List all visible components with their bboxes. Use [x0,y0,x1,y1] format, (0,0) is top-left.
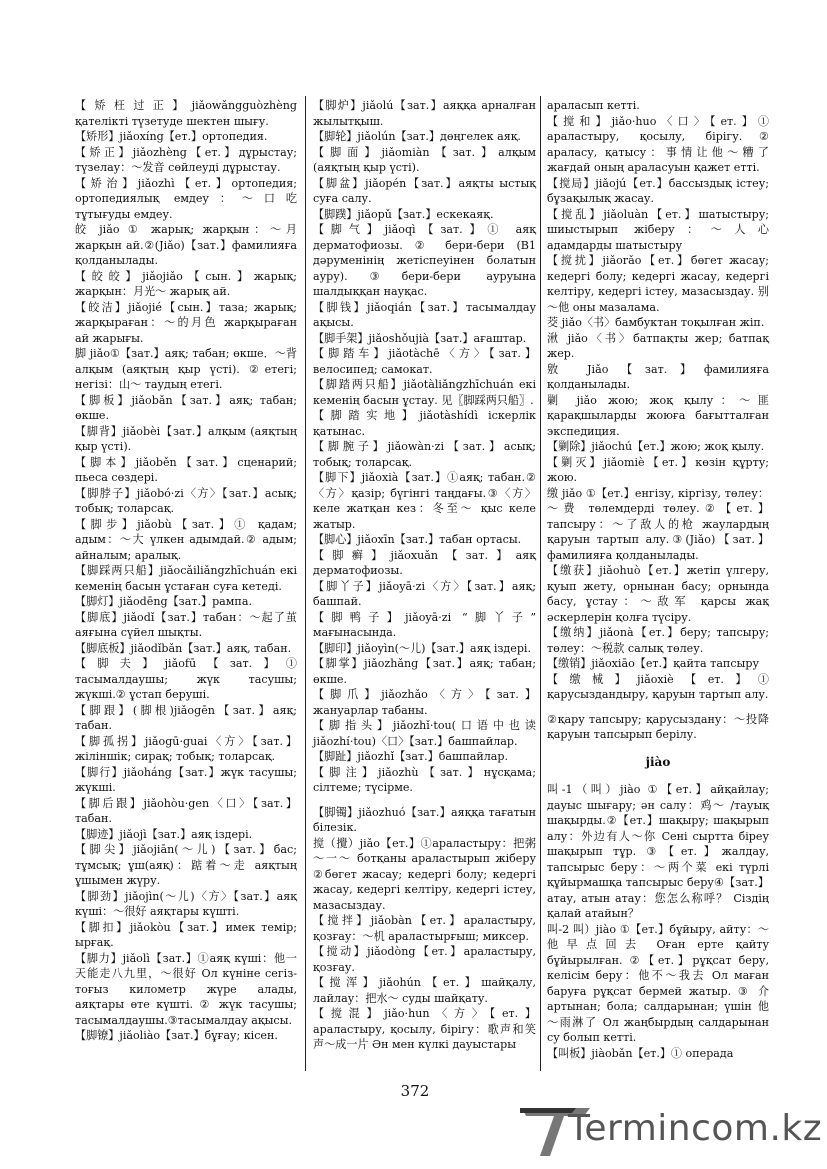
logo-text: Termincom.kz [568,1108,823,1149]
entry: 【脚踏车】jiǎotàchē〈方〉【зат.】велосипед; самокат. [313,347,536,376]
entry: 【脚镣】jiǎoliào【зат.】бұғау; кісен. [75,1029,278,1042]
entry: 【脚轮】jiǎolún【зат.】дөңгелек аяқ. [313,130,521,143]
entry: 【脚蹼】jiǎopǔ【зат.】ескекаяқ. [313,207,494,221]
entry: 叫-2 叫）jiào ①【ет.】бұйыру, айту：～他早点回去 Оған ерте қайту бұйырылған. ②【ет.】рұқсат беру, келісім беру：他不～我去 Ол маған баруға рұқсат бермей жатыр. ③ 介 артынан; бола; салдарынан; үшін 他～雨淋了 Ол жаңбырдың салдарынан су болып кетті. [547,922,769,1044]
entry: 【皎洁】jiǎojié【сын.】таза; жарық; жарқыраған：～的月色 жарқыраған ай жарығы. [75,300,297,345]
entry: 【脚掌】jiǎozhǎng【зат.】аяқ; табан; өкше. [313,657,536,686]
entry: 【脚脖子】jiǎobó·zi〈方〉【зат.】асық; тобық; толарсақ. [75,486,297,515]
entry: 脚 jiǎo①【зат.】аяқ; табан; өкше．～背 алқым (аяқтың қыр үсті). ②етегі; негізі：山～ таудың етегі. [75,347,297,391]
entry: 【脚扣】jiǎokòu【зат.】имек темір; ырғақ. [75,920,297,949]
entry: 【搅拌】jiǎobàn【ет.】араластыру, қозғау：～机 араластырғыш; миксер. [313,914,536,943]
entry: 【脚钱】jiǎoqián【зат.】тасымалдау ақысы. [313,300,536,329]
page-number: 372 [400,1082,430,1100]
entry: 【脚劲】jiǎojìn(～儿)〈方〉【зат.】аяқ күші：～很好 аяқтары күшті. [75,889,297,918]
entry: 【脚孤拐】jiǎogū·guai〈方〉【зат.】жіліншік; сирақ; тобық; толарсақ. [75,734,297,763]
entry: 【矫枉过正】jiǎowǎngguòzhèng қателікті түзетуде шектен шығу. [75,99,297,128]
entry: 【剿灭】jiǎomiè【ет.】көзін құрту; жою. [547,455,769,484]
entry: 【脚丫子】jiǎoyā·zi〈方〉【зат.】аяқ; башпай. [313,579,536,608]
entry: 叫-1（叫）jiào ①【ет.】айқайлау; дауыс шығару; ән салу：鸡～ /тауық шақырды.②【ет.】шақыру; шақырып алу：外边有人～你 Сені сыртта біреу шақырып тұр. ③【ет.】жалдау, тапсырыс беру：～两个菜 екі түрлі құйырмашқа тапсырыс беру④【зат.】атау, атын атау：您怎么称呼？ Сіздің қалай атайын？ [547,783,769,920]
entry: 【脚尖】jiǎojiān(～儿)【зат.】бас; тұмсық; ұш(аяқ)：踮着～走 аяқтың ұшымен жүру. [75,843,297,887]
entry: 【搅扰】jiǎorǎo【ет.】бөгет жасау; кедергі болу; кедергі жасау, кедергі келтіру, кедергі істеу, мазасыздау. 别～他 оны мазалама. [547,254,769,314]
entry: 【脚本】jiǎoběn【зат.】сценарий; пьеса сөздері. [75,455,297,484]
entry: 茭 jiǎo〈书〉бамбуктан тоқылған жіп. [547,316,765,329]
entry: 【脚后跟】jiǎohòu·gen〈口〉【зат.】табан. [75,796,297,825]
entry: 【脚鸭子】jiǎoyā·zi “脚丫子” мағынасында. [313,610,536,639]
entry: 【搅局】jiǎojú【ет.】бассыздық істеу; бұзақылық жасау. [547,176,769,205]
entry: 【缴销】jiǎoxiāo【ет.】қайта тапсыру [547,657,759,670]
entry: 【脚腕子】jiǎowàn·zi【зат.】асық; тобық; толарсақ. [313,440,536,469]
entry: 【搅乱】jiǎoluàn【ет.】шатыстыру; шиыстырып жіберу：～人心 адамдарды шатыстыру [547,207,769,252]
entry: 【脚行】jiǎoháng【зат.】жүк тасушы; жүкші. [75,765,297,794]
entry: 【脚注】jiǎozhù【зат.】нұсқама; сілтеме; түсірме. [313,765,536,794]
column-divider-left [305,96,306,1071]
entry: 缴 jiǎo ①【ет.】енгізу, кіргізу, төлеу：～费 төлемдерді төлеу.②【ет.】тапсыру：～了敌人的枪 жаулардың қаруын тартып алу.③(Jiǎo)【зат.】фамилияға қолданылады. [547,486,769,562]
entry: 【缴械】jiǎoxiè【ет.】① қарусыздандыру, қаруын тартып алу. [547,672,769,701]
entry: 【脚指头】jiǎozhǐ·tou(口语中也读jiǎozhí·tou)〈口〉【зат.】башпайлар. [313,719,536,748]
entry: 【矫形】jiǎoxíng【ет.】ортопедия. [75,130,268,143]
entry: 【脚趾】jiǎozhǐ【зат.】башпайлар. [313,750,509,763]
entry: 【脚盆】jiǎopén【зат.】аяқты ыстық суға салу. [313,176,536,205]
entry: 【脚气】jiǎoqì【зат.】① аяқ дерматофиозы. ② бери-бери (В1 дәруменінің жетіспеуінен болатын ауру).③бери-бери ауруына шалдыққан науқас. [313,223,536,298]
entry: 【脚夫】jiǎofū【зат.】① тасымалдаушы; жүк тасушы; жүкші.② ұстап беруші. [75,657,297,701]
entry: 湫 jiǎo〈书〉батпақты жер; батпақ жер. [547,331,769,360]
entry: 搅（攪）jiǎo【ет.】①араластыру：把粥～一～ ботқаны араластырып жіберу ②бөгет жасау; кедергі болу; кедергі жасау, кедергі келтіру, кедергі істеу, мазасыздау. [313,836,536,912]
entry: 【脚踩两只船】jiǎocǎiliǎngzhīchuán екі кеменің басын ұстаған суға кетеді. [75,564,297,593]
entry: 剿 jiǎo жою; жоқ қылу：～匪 қарақшыларды жоюға бағытталған экспедиция. [547,393,769,438]
entry: 【搅混】jiǎo·hun〈方〉【ет.】араластыру, қосылу, бірігу：歌声和笑声～成一片 Ән мен күлкі дауыстары [313,1007,536,1051]
entry: 【脚爪】jiǎozhǎo〈方〉【зат.】жануарлар табаны. [313,688,536,717]
entry: 【搅浑】jiǎohún【ет.】шайқалу, лайлау：把水～ суды шайқату. [313,976,536,1005]
entry: 【剿除】jiǎochú【ет.】жою; жоқ қылу. [547,440,765,453]
entry: 【脚力】jiǎolì【зат.】①аяқ күші：他一天能走八九里，～很好 Ол күніне сегіз-тоғыз километр жүре алады, аяқтары өте күшті. ② жүк тасушы; тасымалдаушы.③тасымалдау ақысы. [75,951,297,1027]
entry: 【脚步】jiǎobù【зат.】① қадам; адым：～大 үлкен адымдай.② адым; айналым; аралық. [75,517,297,562]
section-heading: jiào [645,754,671,769]
entry: 敫 Jiǎo【зат.】фамилияға қолданылады. [547,362,769,391]
entry: 【脚印】jiǎoyìn(～儿)【зат.】аяқ іздері. [313,641,532,655]
dictionary-column-3 [547,98,769,1061]
entry: 【脚底板】jiǎodǐbǎn【зат.】аяқ, табан. [75,641,292,655]
entry: 【脚下】jiǎoxià【зат.】①аяқ; табан.②〈方〉қазір; бүгінгі таңдағы.③〈方〉келе жатқан кез：冬至～ қыс келе жатыр. [313,471,536,531]
column-divider-right [540,96,541,1071]
entry: 【脚心】jiǎoxīn【зат.】табан ортасы. [313,533,522,546]
entry: 【脚板】jiǎobǎn【зат.】аяқ; табан; өкше. [75,393,297,422]
entry: 【脚迹】jiǎojì【зат.】аяқ іздері. [75,827,253,841]
entry: 皎 jiǎo ① жарық; жарқын：～月 жарқын ай.②(Jiǎo)【зат.】фамилияға қолданылады. [75,223,297,267]
entry: 【脚底】jiǎodǐ【зат.】табан：～起了茧 аяғына сүйел шықты. [75,610,297,639]
entry: 【皎皎】jiǎojiǎo【сын.】жарық; жарқын：月光～ жарық ай. [75,269,297,298]
termincom-logo [520,1100,823,1160]
entry: 【矫正】jiǎozhèng【ет.】дұрыстау; түзелау：～发音 сөйлеуді дұрыстау. [75,145,297,174]
entry: 【脚背】jiǎobèi【зат.】алқым (аяқтың қыр үсті). [75,424,297,453]
entry: 【脚手架】jiǎoshǒujià【зат.】ағаштар. [313,331,527,345]
entry: 【脚癣】jiǎoxuǎn【зат.】аяқ дерматофиозы. [313,548,536,577]
dictionary-column-2 [313,98,536,1053]
entry: 【叫板】jiàobǎn【ет.】① операда [547,1046,734,1060]
entry: 【脚踏实地】jiǎotàshídì іскерлік қатынас. [313,409,536,438]
entry: 【矫治】jiǎozhì【ет.】ортопедия; ортопедиялық емдеу：～口吃 тұтығуды емдеу. [75,176,297,221]
entry: 【脚面】jiǎomiàn【зат.】алқым (аяқтың қыр үсті). [313,145,536,174]
entry: 【脚灯】jiǎodēng【зат.】рампа. [75,595,252,608]
entry: 【搅和】jiǎo·huo〈口〉【ет.】① араластыру, қосылу, бірігу.② араласу, қатысу：事情让他～糟了 жағдай оның араласуын қажет етті. [547,114,769,174]
entry: араласып кетті. [547,99,640,112]
entry: 【缴获】jiǎohuò【ет.】жетіп үлгеру, қуып жету, орнынан басу; орнында басу, ұстау：～敌军 қарсы жақ әскерлерін қолға түсіру. [547,564,769,624]
entry: 【搅动】jiǎodòng【ет.】араластыру, қозғау. [313,945,536,974]
entry: 【脚踏两只船】jiǎotàliǎngzhīchuán екі кеменің басын ұстау. 见〖脚踩两只船〗. [313,378,536,407]
entry: 【脚镯】jiǎozhuó【зат.】аяққа тағатын білезік. [313,805,536,834]
entry: 【缴纳】jiǎonà【ет.】беру; тапсыру; төлеу：～税款 салық төлеу. [547,626,769,655]
dictionary-column-1 [75,98,297,1044]
entry: ②қару тапсыру; қарусыздану：～投降 қаруын тапсырып берілу. [547,712,769,741]
entry: 【脚炉】jiǎolú【зат.】аяққа арналған жылытқыш. [313,99,536,128]
entry: 【脚跟】(脚根)jiǎogēn【зат.】аяқ; табан. [75,703,297,732]
